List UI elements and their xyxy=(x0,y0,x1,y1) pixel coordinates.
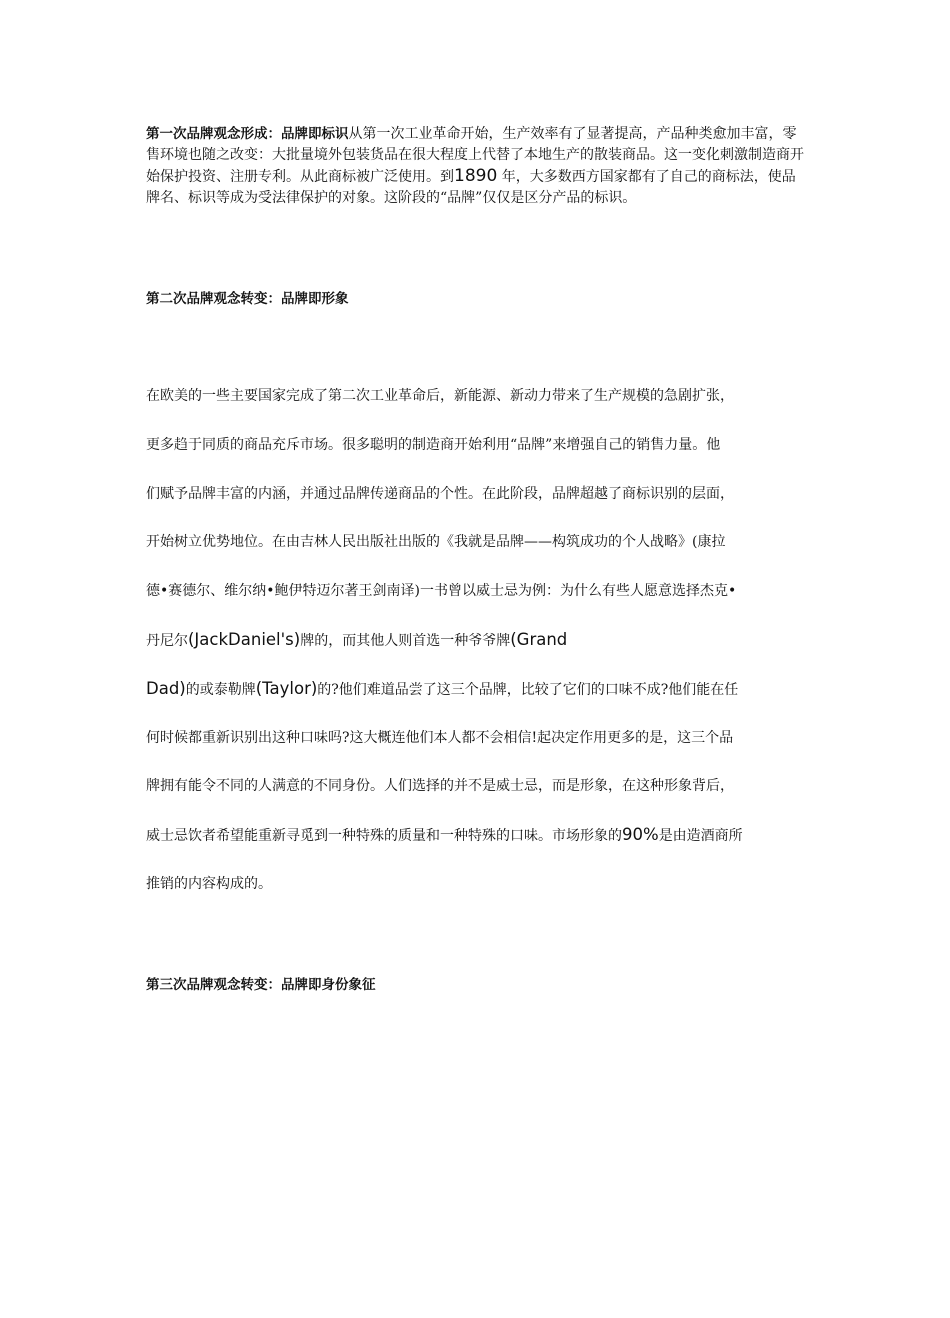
brand-taylor: (Taylor) xyxy=(255,678,318,698)
line7-part-b: 的或泰勒牌 xyxy=(185,681,256,698)
line10-part-a: 威士忌饮者希望能重新寻觅到一种特殊的质量和一种特殊的口味。市场形象的 xyxy=(146,828,622,845)
section1-heading: 第一次品牌观念形成：品牌即标识 xyxy=(146,126,349,142)
market-share-percent: 90% xyxy=(622,825,659,845)
section2-paragraph xyxy=(146,384,826,921)
brand-jack-daniels: (JackDaniel's) xyxy=(188,629,301,649)
section2-line-11: 推销的内容构成的。 xyxy=(146,875,272,892)
section2-heading: 第二次品牌观念转变：品牌即形象 xyxy=(146,291,349,307)
section2-line-10 xyxy=(146,823,826,872)
section2-line-4: 开始树立优势地位。在由吉林人民出版社出版的《我就是品牌——构筑成功的个人战略》(康拉 xyxy=(146,534,726,551)
brand-dad: Dad) xyxy=(146,678,186,698)
line6-part-c: 牌的，而其他人则首选一种爷爷牌 xyxy=(300,632,511,649)
section3-heading: 第三次品牌观念转变：品牌即身份象征 xyxy=(146,977,376,993)
line10-part-c: 是由造酒商所 xyxy=(658,828,743,845)
section2-line-9: 牌拥有能令不同的人满意的不同身份。人们选择的并不是威士忌，而是形象，在这种形象背后， xyxy=(146,778,734,795)
section1-text-b: 年，大多数西方国家都有了自己的商标法，使品牌名、标识等成为受法律保护的对象。这阶段的“品牌”仅仅是区分产品的标识。 xyxy=(146,169,796,206)
section2-line-3: 们赋予品牌丰富的内涵，并通过品牌传递商品的个性。在此阶段，品牌超越了商标识别的层面， xyxy=(146,485,734,502)
section2-line-7 xyxy=(146,677,826,726)
section1-paragraph xyxy=(146,124,806,209)
section2-line-1: 在欧美的一些主要国家完成了第二次工业革命后，新能源、新动力带来了生产规模的急剧扩张， xyxy=(146,388,734,404)
section1-year: 1890 xyxy=(454,166,498,186)
section1-text-a: 从第一次工业革命开始，生产效率有了显著提高，产品种类愈加丰富，零售环境也随之改变：大批量境外包装货品在很大程度上代替了本地生产的散装商品。这一变化刺激制造商开始保护投资、注册专利。从此商标被广泛使用。到 xyxy=(146,126,804,185)
section2-line-8: 何时候都重新识别出这种口味吗?这大概连他们本人都不会相信!起决定作用更多的是，这三个品 xyxy=(146,729,734,746)
line7-part-d: 的?他们难道品尝了这三个品牌，比较了它们的口味不成?他们能在任 xyxy=(317,681,739,698)
line6-part-a: 丹尼尔 xyxy=(146,632,188,649)
section2-line-5: 德•赛德尔、维尔纳•鲍伊特迈尔著王剑南译)一书曾以威士忌为例：为什么有些人愿意选择杰克• xyxy=(146,583,737,600)
section2-line-2: 更多趋于同质的商品充斥市场。很多聪明的制造商开始利用“品牌”来增强自己的销售力量。他 xyxy=(146,436,721,453)
brand-grand: (Grand xyxy=(510,629,568,649)
section2-line-6 xyxy=(146,628,826,677)
